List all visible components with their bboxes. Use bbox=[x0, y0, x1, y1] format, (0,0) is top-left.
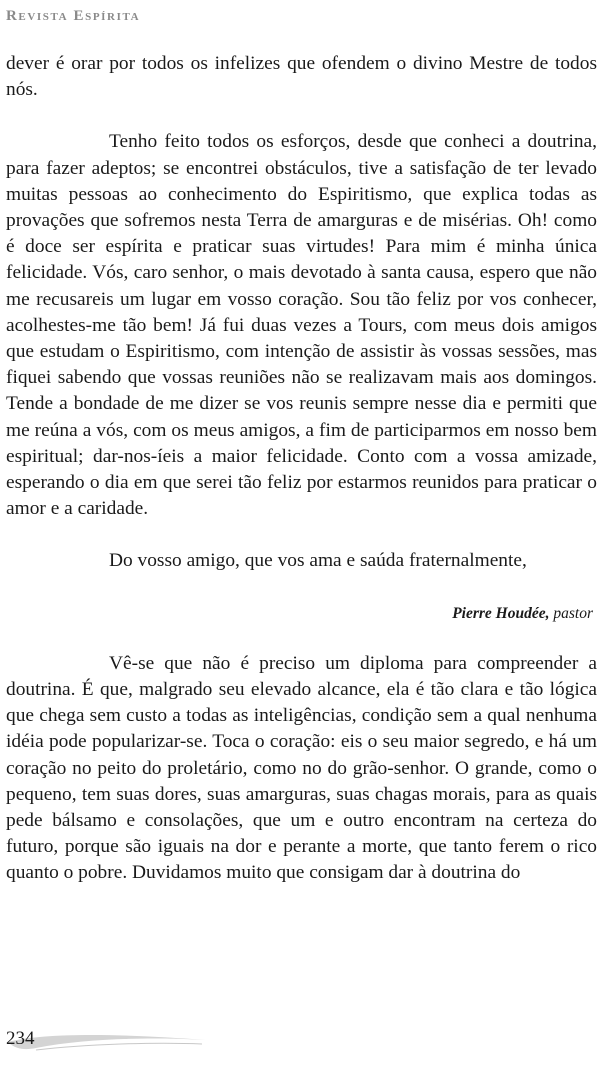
page-number: 234 bbox=[6, 1028, 35, 1049]
paragraph-commentary: Vê-se que não é preciso um diploma para compreender a doutrina. É que, malgrado seu elevado alcance, ela é tão clara e tão lógica que chega sem custo a todas as inteligências, condição sem a qual nenhuma idéia pode popularizar-se. Toca o coração: eis o seu maior segredo, e há um coração no peito do proletário, como no do grão-senhor. O grande, como o pequeno, tem suas dores, suas amarguras, suas chagas morais, para as quais pede bálsamo e consolações, que um e outro encontram na certeza do futuro, porque são iguais na dor e perante a morte, que tanto ferem o rico quanto o pobre. Duvidamos muito que consigam dar à doutrina do bbox=[6, 652, 597, 884]
page-body bbox=[6, 51, 597, 887]
decorative-swoosh-ornament bbox=[6, 1028, 246, 1058]
signature bbox=[6, 601, 597, 627]
running-header: Revista Espírita bbox=[6, 8, 141, 24]
paragraph-closing: Do vosso amigo, que vos ama e saúda fraternalmente, bbox=[109, 550, 527, 572]
paragraph-continuation: dever é orar por todos os infelizes que ofendem o divino Mestre de todos nós. bbox=[6, 53, 597, 101]
page-footer bbox=[6, 1028, 246, 1058]
signature-role: pastor bbox=[553, 604, 593, 622]
signature-name: Pierre Houdée, bbox=[452, 604, 550, 622]
paragraph-letter-body: Tenho feito todos os esforços, desde que conheci a doutrina, para fazer adeptos; se encontrei obstáculos, tive a satisfação de ter levado muitas pessoas ao conhecimento do Espiritismo, que explica todas as provações que sofremos nesta Terra de amarguras e de misérias. Oh! como é doce ser espírita e praticar suas virtudes! Para mim é minha única felicidade. Vós, caro senhor, o mais devotado à santa causa, espero que não me recusareis um lugar em vosso coração. Sou tão feliz por vos conhecer, acolhestes-me tão bem! Já fui duas vezes a Tours, com meus dois amigos que estudam o Espiritismo, com intenção de assistir às vossas sessões, mas fiquei sabendo que vossas reuniões não se realizavam mais aos domingos. Tende a bondade de me dizer se vos reunis sempre nesse dia e permiti que me reúna a vós, com os meus amigos, a fim de participarmos em nosso bem espiritual; dar-nos-íeis a maior felicidade. Conto com a vossa amizade, esperando o dia em que serei tão feliz por estarmos reunidos para praticar o amor e a caridade. bbox=[6, 131, 597, 520]
